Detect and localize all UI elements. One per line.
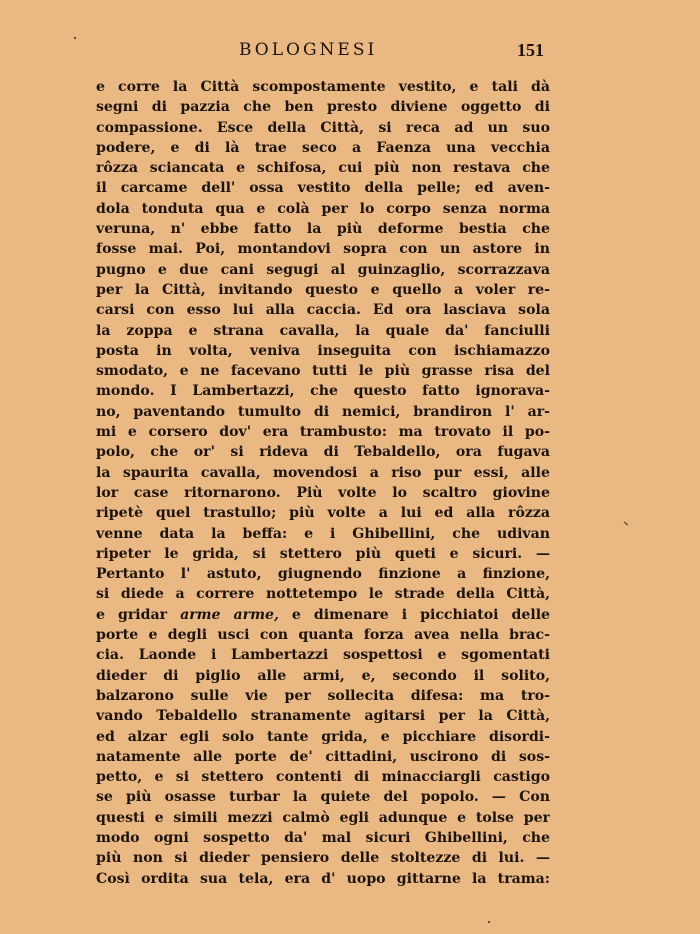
text-line: la zoppa e strana cavalla, la quale da' fanciulli (96, 322, 550, 339)
text-line: se più osasse turbar la quiete del popolo. — Con (96, 789, 550, 806)
text-line: no, paventando tumulto di nemici, brandiron l' ar- (96, 403, 550, 420)
text-line: fosse mai. Poi, montandovi sopra con un astore in (96, 241, 550, 258)
text-line: polo, che or' si rideva di Tebaldello, ora fugava (96, 444, 550, 461)
text-line: dieder di piglio alle armi, e, secondo il solito, (96, 667, 550, 684)
text-line: rôzza sciancata e schifosa, cui più non restava che (96, 160, 550, 177)
text-line: il carcame dell' ossa vestito della pelle; ed aven- (96, 180, 550, 197)
text-line: e gridar arme arme, e dimenare i picchiatoi delle (96, 606, 550, 623)
text-line: modo ogni sospetto da' mal sicuri Ghibellini, che (96, 829, 550, 846)
text-line: Pertanto l' astuto, giugnendo finzione a finzione, (96, 566, 550, 583)
text-line: podere, e di là trae seco a Faenza una vecchia (96, 139, 550, 156)
text-line: ed alzar egli solo tante grida, e picchiare disordi- (96, 728, 550, 745)
text-line: dola tonduta qua e colà per lo corpo senza norma (96, 200, 550, 217)
text-line: compassione. Esce della Città, si reca ad un suo (96, 119, 550, 136)
text-line: veruna, n' ebbe fatto la più deforme bestia che (96, 221, 550, 238)
paper-speck (74, 37, 76, 39)
text-line: segni di pazzia che ben presto diviene oggetto di (96, 99, 550, 116)
text-line: smodato, e ne facevano tutti le più grasse risa del (96, 363, 550, 380)
text-line: la spaurita cavalla, movendosi a riso pur essi, alle (96, 464, 550, 481)
text-line: e corre la Città scompostamente vestito, e tali dà (96, 79, 550, 95)
body-text (96, 77, 550, 889)
paper-speck (488, 921, 490, 923)
text-line: per la Città, invitando questo e quello a voler re- (96, 281, 550, 298)
text-line: ripeter le grida, si stettero più queti e sicuri. — (96, 545, 550, 562)
text-line: cia. Laonde i Lambertazzi sospettosi e sgomentati (96, 647, 550, 664)
paper-speck (623, 521, 628, 526)
text-line: questi e simili mezzi calmò egli adunque e tolse per (96, 809, 550, 826)
text-line: ripetè quel trastullo; più volte a lui ed alla rôzza (96, 505, 550, 522)
text-line: pugno e due cani segugi al guinzaglio, scorrazzava (96, 261, 550, 278)
text-line: natamente alle porte de' cittadini, uscirono di sos- (96, 748, 550, 765)
text-line: carsi con esso lui alla caccia. Ed ora lasciava sola (96, 302, 550, 319)
text-line: si diede a correre nottetempo le strade della Città, (96, 586, 550, 603)
text-line: posta in volta, veniva inseguita con ischiamazzo (96, 342, 550, 359)
italic-phrase: arme arme, (180, 606, 279, 623)
page-number: 151 (517, 40, 544, 60)
text-line: mondo. I Lambertazzi, che questo fatto ignorava- (96, 383, 550, 400)
running-head: BOLOGNESI (239, 40, 378, 60)
text-line: porte e degli usci con quanta forza avea nella brac- (96, 627, 550, 644)
text-line: mi e corsero dov' era trambusto: ma trovato il po- (96, 424, 550, 441)
text-line: vando Tebaldello stranamente agitarsi per la Città, (96, 708, 550, 725)
text-line: lor case ritornarono. Più volte lo scaltro giovine (96, 484, 550, 501)
text-line: venne data la beffa: e i Ghibellini, che udivan (96, 525, 550, 542)
text-line: petto, e si stettero contenti di minacciargli castigo (96, 769, 550, 786)
text-line: più non si dieder pensiero delle stoltezze di lui. — (96, 850, 550, 867)
text-line: Così ordita sua tela, era d' uopo gittarne la trama: (96, 870, 550, 887)
text-line: balzarono sulle vie per sollecita difesa: ma tro- (96, 687, 550, 704)
page-header (96, 40, 550, 68)
